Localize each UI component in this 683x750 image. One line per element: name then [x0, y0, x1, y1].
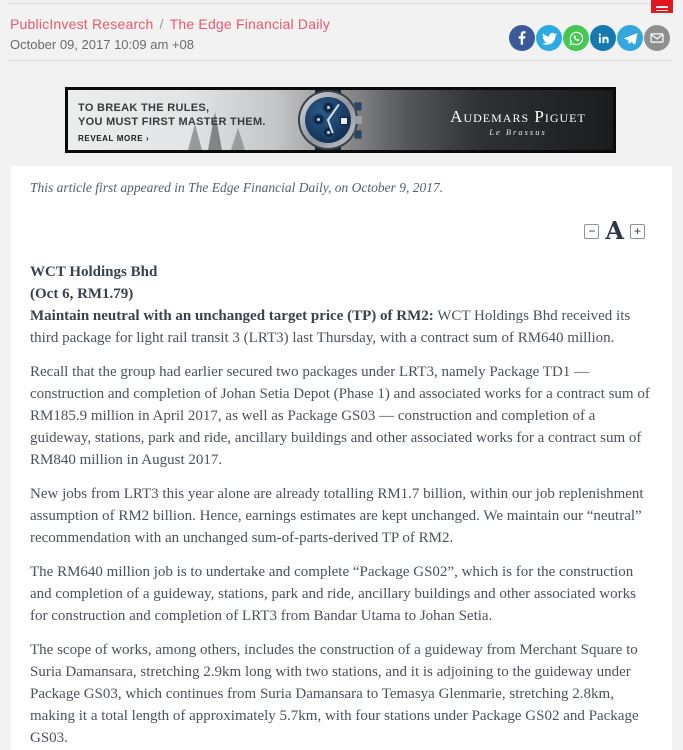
font-decrease-button[interactable]: −	[584, 224, 599, 239]
top-divider	[8, 3, 672, 4]
font-size-controls	[584, 216, 645, 245]
twitter-icon	[541, 30, 558, 47]
linkedin-share-button[interactable]	[590, 25, 616, 51]
twitter-share-button[interactable]	[536, 25, 562, 51]
article-lead-text: WCT Holdings Bhd received its third package for light rail transit 3 (LRT3) last Thursday, with a contract sum of RM640 million.	[30, 308, 631, 346]
ad-banner[interactable]	[65, 87, 616, 153]
telegram-share-button[interactable]	[617, 25, 643, 51]
share-buttons	[508, 25, 670, 51]
ad-reveal-more-button[interactable]: REVEAL MORE ›	[78, 134, 150, 143]
breadcrumb-link-publicinvest[interactable]: PublicInvest Research	[10, 16, 154, 32]
article-card	[11, 166, 672, 750]
linkedin-icon	[595, 30, 612, 47]
breadcrumb-link-edge-financial-daily[interactable]: The Edge Financial Daily	[169, 16, 331, 32]
header-divider	[8, 60, 672, 61]
whatsapp-share-button[interactable]	[563, 25, 589, 51]
article-lead-bold: Maintain neutral with an unchanged target price (TP) of RM2:	[30, 308, 434, 324]
article-body	[30, 261, 656, 749]
source-note: This article first appeared in The Edge Financial Daily, on October 9, 2017.	[30, 180, 444, 195]
facebook-share-button[interactable]	[509, 25, 535, 51]
telegram-icon	[622, 30, 639, 47]
article-lead-paragraph	[30, 261, 656, 349]
article-timestamp: October 09, 2017 10:09 am +08	[10, 37, 194, 52]
font-increase-button[interactable]: +	[630, 224, 645, 239]
article-paragraph: New jobs from LRT3 this year alone are already totalling RM1.7 billion, within our job replenishment assumption of RM2 billion. Hence, earnings estimates are kept unchanged. We maintain our “neutral” recommendation with an unchanged sum-of-parts-derived TP of RM2.	[30, 486, 644, 546]
ad-headline: TO BREAK THE RULES, YOU MUST FIRST MASTER THEM.	[78, 102, 266, 128]
article-paragraph: The scope of works, among others, includes the construction of a guideway from Merchant Square to Suria Damansara, stretching 2.9km long with two stations, and it is adjoining to the guideway under Package GS03, which continues from Suria Damansara to Temasya Glenmarie, stretching 2.8km, making it a total length of approximately 5.7km, with four stations under Package GS02 and Package GS03.	[30, 642, 639, 746]
menu-button[interactable]	[651, 0, 673, 13]
ad-image	[68, 90, 613, 150]
hamburger-icon	[656, 6, 668, 8]
article-price-line: (Oct 6, RM1.79)	[30, 286, 134, 302]
font-size-letter: A	[605, 216, 624, 245]
breadcrumb-separator: /	[159, 16, 164, 32]
ad-brand-subtitle: Le Brassus	[489, 127, 547, 137]
ad-brand-logo: Audemars Piguet	[450, 107, 586, 126]
breadcrumb	[10, 16, 330, 32]
article-paragraph: The RM640 million job is to undertake and complete “Package GS02”, which is for the construction and completion of a guideway, stations, park and ride, ancillary buildings and other associated works for construction and completion of LRT3 from Bandar Utama to Johan Setia.	[30, 564, 636, 624]
facebook-icon	[513, 29, 531, 47]
whatsapp-icon	[568, 30, 585, 47]
article-paragraph: Recall that the group had earlier secured two packages under LRT3, namely Package TD1 — construction and completion of Johan Setia Depot (Phase 1) and associated works for a contract sum of RM185.9 million in April 2017, as well as Package GS03 — construction and completion of a guideway, stations, park and ride, ancillary buildings and other associated works for a contract sum of RM840 million in August 2017.	[30, 364, 650, 468]
article-title: WCT Holdings Bhd	[30, 264, 158, 280]
email-icon	[648, 29, 666, 47]
email-share-button[interactable]	[644, 25, 670, 51]
